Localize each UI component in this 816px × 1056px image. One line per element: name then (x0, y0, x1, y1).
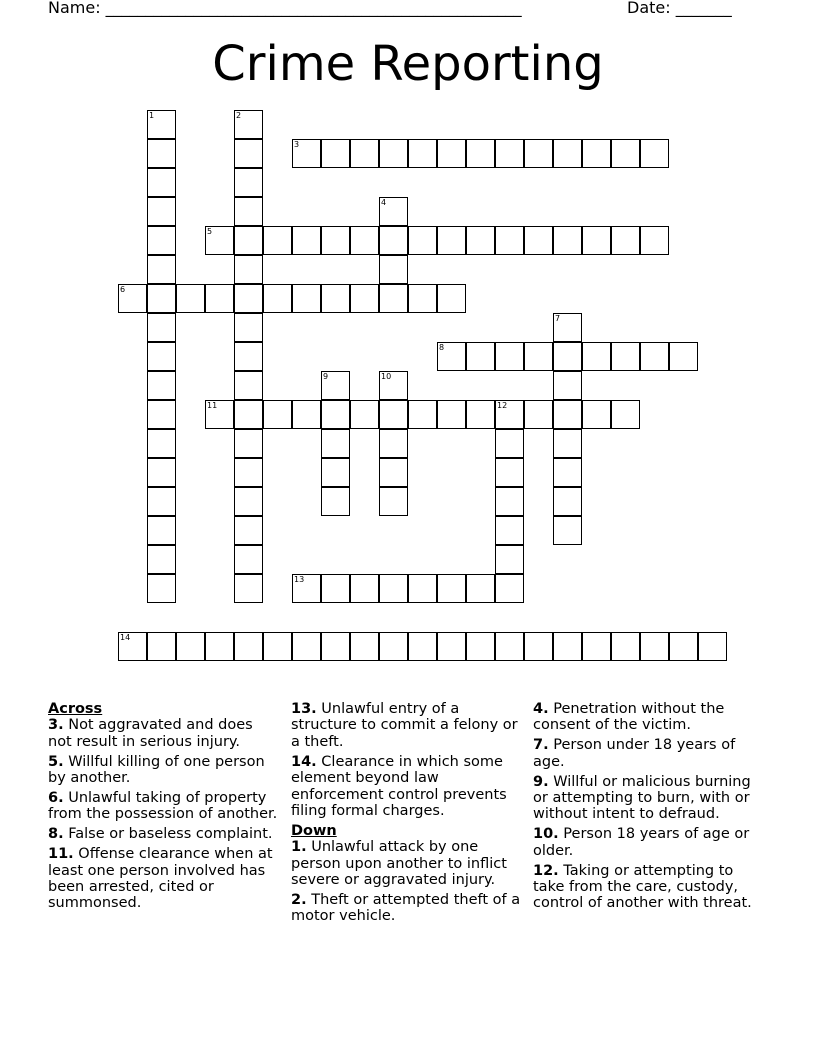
grid-cell[interactable] (640, 342, 669, 371)
grid-cell[interactable] (553, 429, 582, 458)
grid-cell[interactable] (669, 342, 698, 371)
grid-cell[interactable] (524, 342, 553, 371)
clue-across-13: 13. Unlawful entry of a structure to commit a felony or a theft. (291, 701, 518, 750)
grid-cell[interactable] (524, 226, 553, 255)
grid-cell[interactable] (379, 400, 408, 429)
grid-cell[interactable] (466, 139, 495, 168)
grid-cell[interactable] (147, 458, 176, 487)
grid-cell[interactable] (669, 632, 698, 661)
grid-cell[interactable] (321, 487, 350, 516)
grid-cell[interactable] (147, 632, 176, 661)
grid-cell[interactable] (234, 458, 263, 487)
clue-down-4: 4. Penetration without the consent of the victim. (533, 701, 725, 734)
grid-cell[interactable] (321, 371, 350, 400)
grid-cell[interactable] (234, 632, 263, 661)
grid-cell[interactable] (147, 226, 176, 255)
clue-down-12: 12. Taking or attempting to take from the care, custody, control of another with threat. (533, 862, 752, 912)
grid-cell[interactable] (379, 197, 408, 226)
grid-cell[interactable] (118, 284, 147, 313)
grid-cell[interactable] (205, 400, 234, 429)
grid-cell[interactable] (379, 632, 408, 661)
grid-cell[interactable] (147, 342, 176, 371)
grid-cell[interactable] (234, 110, 263, 139)
grid-cell[interactable] (466, 226, 495, 255)
grid-cell[interactable] (553, 313, 582, 342)
grid-cell[interactable] (234, 197, 263, 226)
grid-cell[interactable] (495, 632, 524, 661)
grid-cell[interactable] (234, 371, 263, 400)
clue-across-3: 3. Not aggravated and does not result in serious injury. (48, 717, 253, 750)
grid-cell[interactable] (292, 632, 321, 661)
grid-cell[interactable] (292, 284, 321, 313)
grid-cell[interactable] (234, 400, 263, 429)
grid-cell[interactable] (321, 284, 350, 313)
grid-cell[interactable] (495, 574, 524, 603)
grid-cell[interactable] (582, 139, 611, 168)
clue-number-label: 4 (381, 198, 387, 207)
grid-cell[interactable] (466, 574, 495, 603)
grid-cell[interactable] (147, 110, 176, 139)
grid-cell[interactable] (292, 139, 321, 168)
grid-cell[interactable] (524, 400, 553, 429)
grid-cell[interactable] (379, 371, 408, 400)
grid-cell[interactable] (640, 632, 669, 661)
grid-cell[interactable] (379, 429, 408, 458)
grid-cell[interactable] (437, 226, 466, 255)
grid-cell[interactable] (292, 574, 321, 603)
clue-down-1: 1. Unlawful attack by one person upon another to inflict severe or aggravated injury. (291, 839, 507, 889)
clue-down-10: 10. Person 18 years of age or older. (533, 826, 750, 859)
grid-cell[interactable] (582, 226, 611, 255)
date-field-label[interactable]: Date: _______ (627, 0, 732, 17)
grid-cell[interactable] (408, 226, 437, 255)
grid-cell[interactable] (524, 139, 553, 168)
grid-cell[interactable] (147, 574, 176, 603)
grid-cell[interactable] (379, 255, 408, 284)
grid-cell[interactable] (640, 139, 669, 168)
grid-cell[interactable] (495, 545, 524, 574)
grid-cell[interactable] (466, 342, 495, 371)
grid-cell[interactable] (147, 255, 176, 284)
grid-cell[interactable] (118, 632, 147, 661)
clue-number-label: 1 (149, 111, 155, 120)
grid-cell[interactable] (234, 487, 263, 516)
clue-number-label: 3 (294, 140, 300, 149)
grid-cell[interactable] (147, 429, 176, 458)
grid-cell[interactable] (437, 284, 466, 313)
grid-cell[interactable] (466, 632, 495, 661)
grid-cell[interactable] (379, 226, 408, 255)
grid-cell[interactable] (350, 284, 379, 313)
clue-number-label: 9 (323, 372, 329, 381)
grid-cell[interactable] (582, 342, 611, 371)
clue-across-5: 5. Willful killing of one person by another. (48, 753, 265, 787)
grid-cell[interactable] (350, 632, 379, 661)
grid-cell[interactable] (263, 400, 292, 429)
grid-cell[interactable] (582, 400, 611, 429)
grid-cell[interactable] (495, 342, 524, 371)
grid-cell[interactable] (466, 400, 495, 429)
grid-cell[interactable] (553, 139, 582, 168)
grid-cell[interactable] (321, 400, 350, 429)
clue-across-8: 8. False or baseless complaint. (48, 826, 273, 843)
grid-cell[interactable] (553, 226, 582, 255)
grid-cell[interactable] (147, 139, 176, 168)
grid-cell[interactable] (147, 168, 176, 197)
grid-cell[interactable] (350, 574, 379, 603)
grid-cell[interactable] (234, 226, 263, 255)
grid-cell[interactable] (350, 226, 379, 255)
grid-cell[interactable] (611, 139, 640, 168)
grid-cell[interactable] (437, 574, 466, 603)
grid-cell[interactable] (147, 313, 176, 342)
grid-cell[interactable] (147, 371, 176, 400)
grid-cell[interactable] (379, 487, 408, 516)
grid-cell[interactable] (321, 632, 350, 661)
grid-cell[interactable] (495, 400, 524, 429)
clue-number-label: 13 (294, 575, 305, 584)
clue-number-label: 11 (207, 401, 218, 410)
grid-cell[interactable] (292, 400, 321, 429)
grid-cell[interactable] (205, 284, 234, 313)
clue-across-6: 6. Unlawful taking of property from the possession of another. (48, 790, 278, 823)
clue-across-11: 11. Offense clearance when at least one person involved has been arrested, cited or summonsed. (48, 846, 273, 912)
grid-cell[interactable] (495, 226, 524, 255)
grid-cell[interactable] (408, 632, 437, 661)
grid-cell[interactable] (640, 226, 669, 255)
grid-cell[interactable] (495, 139, 524, 168)
clue-number-label: 6 (120, 285, 126, 294)
grid-cell[interactable] (408, 284, 437, 313)
across-heading: Across (48, 701, 103, 717)
grid-cell[interactable] (495, 458, 524, 487)
grid-cell[interactable] (408, 574, 437, 603)
grid-cell[interactable] (234, 429, 263, 458)
grid-cell[interactable] (234, 139, 263, 168)
grid-cell[interactable] (234, 545, 263, 574)
grid-cell[interactable] (205, 226, 234, 255)
grid-cell[interactable] (553, 371, 582, 400)
grid-cell[interactable] (176, 632, 205, 661)
grid-cell[interactable] (234, 574, 263, 603)
grid-cell[interactable] (292, 226, 321, 255)
grid-cell[interactable] (611, 400, 640, 429)
grid-cell[interactable] (263, 632, 292, 661)
grid-cell[interactable] (582, 632, 611, 661)
grid-cell[interactable] (321, 458, 350, 487)
clue-number-label: 10 (381, 372, 392, 381)
grid-cell[interactable] (611, 226, 640, 255)
grid-cell[interactable] (147, 487, 176, 516)
grid-cell[interactable] (379, 458, 408, 487)
clue-down-7: 7. Person under 18 years of age. (533, 737, 736, 770)
grid-cell[interactable] (437, 400, 466, 429)
grid-cell[interactable] (698, 632, 727, 661)
grid-cell[interactable] (379, 284, 408, 313)
clue-number-label: 5 (207, 227, 213, 236)
grid-cell[interactable] (263, 226, 292, 255)
clue-number-label: 14 (120, 633, 131, 642)
grid-cell[interactable] (147, 284, 176, 313)
down-heading: Down (291, 822, 337, 839)
grid-cell[interactable] (350, 139, 379, 168)
grid-cell[interactable] (379, 574, 408, 603)
grid-cell[interactable] (321, 429, 350, 458)
grid-cell[interactable] (408, 400, 437, 429)
grid-cell[interactable] (495, 487, 524, 516)
grid-cell[interactable] (234, 516, 263, 545)
puzzle-title: Crime Reporting (212, 36, 604, 92)
grid-cell[interactable] (553, 458, 582, 487)
grid-cell[interactable] (321, 226, 350, 255)
grid-cell[interactable] (350, 400, 379, 429)
grid-cell[interactable] (234, 313, 263, 342)
clue-number-label: 7 (555, 314, 561, 323)
clues-column-2 (291, 701, 523, 928)
grid-cell[interactable] (495, 429, 524, 458)
grid-cell[interactable] (611, 632, 640, 661)
grid-cell[interactable] (437, 342, 466, 371)
grid-cell[interactable] (553, 342, 582, 371)
grid-cell[interactable] (176, 284, 205, 313)
clue-number-label: 8 (439, 343, 445, 352)
grid-cell[interactable] (234, 168, 263, 197)
grid-cell[interactable] (234, 255, 263, 284)
clue-number-label: 2 (236, 111, 242, 120)
grid-cell[interactable] (495, 516, 524, 545)
grid-cell[interactable] (234, 284, 263, 313)
clue-down-9: 9. Willful or malicious burning or attempting to burn, with or without intent to defraud. (533, 773, 751, 823)
grid-cell[interactable] (437, 139, 466, 168)
name-field-label[interactable]: Name: ____________________________________________________ (48, 0, 522, 17)
grid-cell[interactable] (379, 139, 408, 168)
clues-column-3 (533, 701, 765, 915)
grid-cell[interactable] (553, 632, 582, 661)
grid-cell[interactable] (263, 284, 292, 313)
grid-cell[interactable] (147, 516, 176, 545)
grid-cell[interactable] (553, 516, 582, 545)
clue-down-2: 2. Theft or attempted theft of a motor vehicle. (291, 891, 521, 925)
grid-cell[interactable] (321, 574, 350, 603)
grid-cell[interactable] (234, 342, 263, 371)
grid-cell[interactable] (205, 632, 234, 661)
grid-cell[interactable] (611, 342, 640, 371)
grid-cell[interactable] (408, 139, 437, 168)
grid-cell[interactable] (553, 400, 582, 429)
grid-cell[interactable] (524, 632, 553, 661)
grid-cell[interactable] (321, 139, 350, 168)
grid-cell[interactable] (437, 632, 466, 661)
clue-across-14: 14. Clearance in which some element beyond law enforcement control prevents filing formal charges. (291, 753, 507, 819)
grid-cell[interactable] (147, 197, 176, 226)
grid-cell[interactable] (147, 545, 176, 574)
grid-cell[interactable] (147, 400, 176, 429)
clues-column-1 (48, 701, 280, 915)
grid-cell[interactable] (553, 487, 582, 516)
clue-number-label: 12 (497, 401, 508, 410)
